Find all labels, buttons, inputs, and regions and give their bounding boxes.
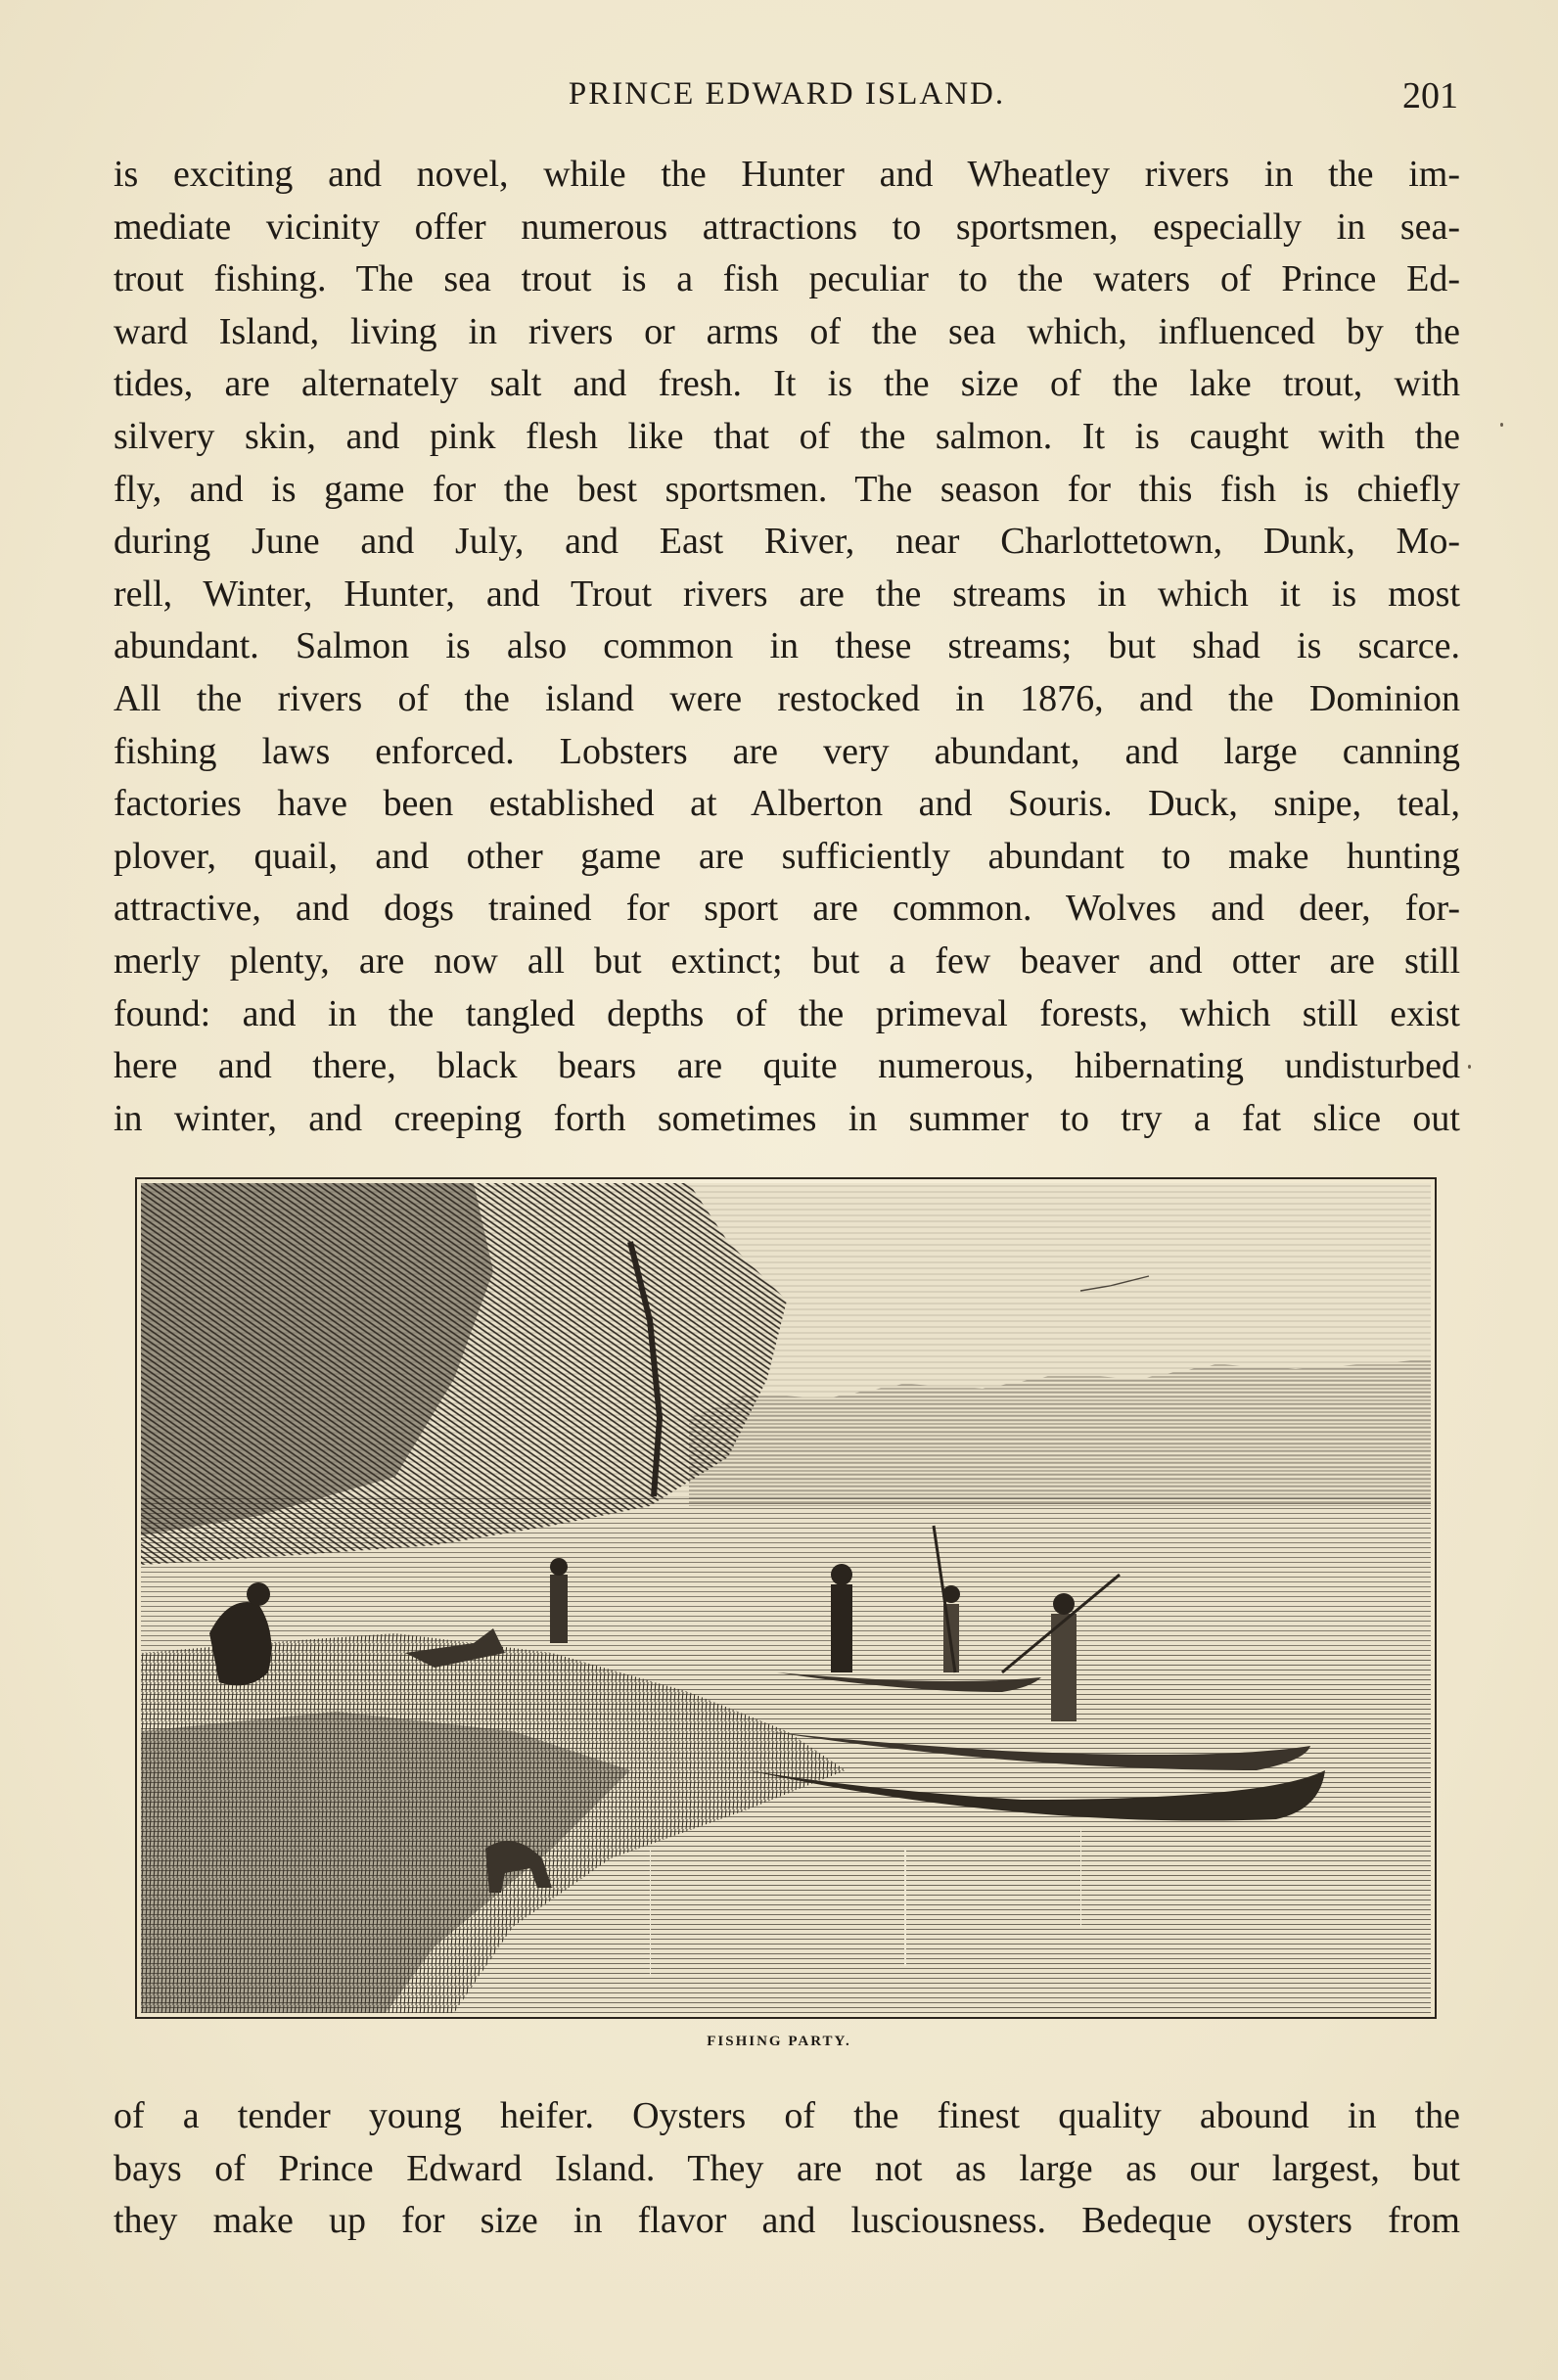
text-line: ward Island, living in rivers or arms of the sea which, influenced by the bbox=[114, 310, 1460, 352]
text-line: factories have been established at Alberton and Souris. Duck, snipe, teal, bbox=[114, 783, 1460, 825]
text-line: bays of Prince Edward Island. They are not as large as our largest, but bbox=[114, 2147, 1460, 2189]
text-line: rell, Winter, Hunter, and Trout rivers are the streams in which it is most bbox=[114, 572, 1460, 615]
text-line: mediate vicinity offer numerous attractions to sportsmen, especially in sea- bbox=[114, 206, 1460, 248]
text-line: they make up for size in flavor and lusciousness. Bedeque oysters from bbox=[114, 2200, 1460, 2242]
text-line: abundant. Salmon is also common in these streams; but shad is scarce. bbox=[114, 625, 1460, 667]
text-line: of a tender young heifer. Oysters of the finest quality abound in the bbox=[114, 2095, 1460, 2136]
text-line: during June and July, and East River, near Charlottetown, Dunk, Mo- bbox=[114, 521, 1460, 563]
figure-caption: FISHING PARTY. bbox=[707, 2034, 851, 2049]
text-line: in winter, and creeping forth sometimes in summer to try a fat slice out bbox=[114, 1097, 1460, 1139]
text-line: trout fishing. The sea trout is a fish peculiar to the waters of Prince Ed- bbox=[114, 258, 1460, 300]
text-line: tides, are alternately salt and fresh. It is the size of the lake trout, with bbox=[114, 363, 1460, 405]
text-line: here and there, black bears are quite numerous, hibernating undisturbed bbox=[114, 1045, 1460, 1087]
body-text-top bbox=[114, 149, 1460, 1145]
text-line: plover, quail, and other game are sufficiently abundant to make hunting bbox=[114, 835, 1460, 877]
body-text-bottom bbox=[114, 2090, 1460, 2248]
page-number: 201 bbox=[1402, 75, 1458, 116]
text-line: All the rivers of the island were restocked in 1876, and the Dominion bbox=[114, 677, 1460, 719]
text-line: merly plenty, are now all but extinct; but a few beaver and otter are still bbox=[114, 939, 1460, 982]
running-title: PRINCE EDWARD ISLAND. bbox=[568, 76, 1006, 112]
running-head bbox=[115, 76, 1458, 119]
paper-speck bbox=[1500, 423, 1503, 427]
text-line: is exciting and novel, while the Hunter and Wheatley rivers in the im- bbox=[114, 154, 1460, 195]
engraving-illustration bbox=[135, 1177, 1439, 2021]
fishing-party-engraving bbox=[141, 1183, 1431, 2013]
text-line: silvery skin, and pink flesh like that of the salmon. It is caught with the bbox=[114, 415, 1460, 457]
text-line: attractive, and dogs trained for sport are common. Wolves and deer, for- bbox=[114, 888, 1460, 930]
paper-speck bbox=[1468, 1065, 1471, 1069]
text-line: found: and in the tangled depths of the primeval forests, which still exist bbox=[114, 992, 1460, 1034]
text-line: fishing laws enforced. Lobsters are very abundant, and large canning bbox=[114, 730, 1460, 772]
text-line: fly, and is game for the best sportsmen. The season for this fish is chiefly bbox=[114, 468, 1460, 510]
